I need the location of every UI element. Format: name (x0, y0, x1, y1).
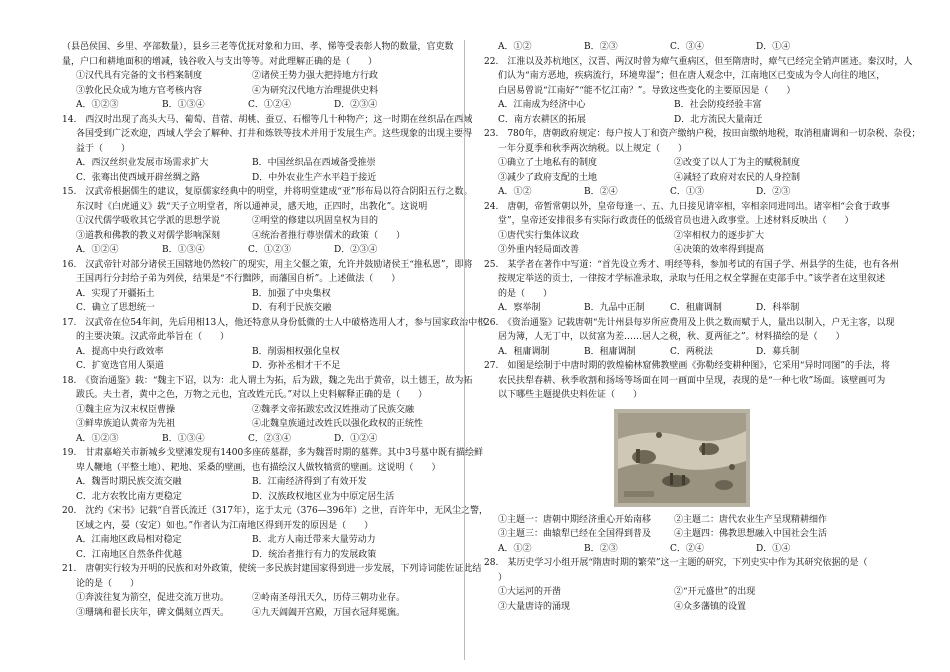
answer-choice: A．①② (498, 543, 532, 554)
question-line: 27. 如图是绘制于中唐时期的敦煌榆林窟佛教壁画《弥勒经变耕种图》，它采用“异时同图”的手法，将 (484, 361, 891, 371)
answer-choice: A．察举制 (498, 303, 541, 313)
question-line: 一年分夏季和秋季两次纳税。以上规定（ ） (498, 143, 688, 154)
option: ②诸侯王势力强大把持地方行政 (252, 71, 379, 81)
option: B．削弱相权强化皇权 (252, 346, 340, 357)
question-25 (484, 258, 899, 302)
answer-choice: D．②③ (756, 187, 791, 197)
left-column (62, 40, 488, 620)
question-line: 农民扶犁春耕、秋季收割和扬场等场面在同一画面中呈现，表现的是“一种七收”场面。该壁画可为 (498, 375, 886, 386)
answer-choice: C．③④ (670, 42, 704, 52)
question-line: 16. 汉武帝针对部分诸侯王国辖地仍然较广的现实，用主父偃之策，允许并鼓励诸侯王“推私恩”，即将 (62, 259, 473, 270)
option: ②魏孝文帝拓跋宏改汉姓推动了民族交融 (252, 404, 415, 415)
question-line: 区域之内，晏（安定）如也。”作者认为江南地区得到开发的原因是（ ） (76, 520, 374, 531)
answer-choice: D．①②④ (334, 433, 378, 444)
option: D．有利于民族交融 (252, 303, 332, 313)
option: ④统治者推行尊崇儒术的政策（ ） (252, 230, 406, 241)
right-column (484, 40, 921, 614)
answer-choice: D．募兵制 (756, 346, 800, 357)
question-21 (62, 562, 482, 591)
option: ③鲜卑族追认黄帝为先祖 (76, 419, 176, 429)
answer-choice: A．①②③ (76, 433, 119, 444)
answer-choice: B．租庸调制 (584, 346, 636, 357)
question-line: 21. 唐朝实行较为开明的民族和对外政策，使统一多民族封建国家得到进一步发展，下列诗词能佐证此结 (62, 564, 482, 574)
answer-choice: C．②③④ (248, 433, 291, 444)
question-18 (62, 374, 473, 403)
question-line: 22. 江淮以及苏杭地区，汉晋、两汉时曾为瘴气重病区，但至隋唐时，瘴气已经完全销声匿迹。秦汉时，人 (484, 56, 913, 67)
answer-choice: B．①③④ (162, 100, 205, 110)
option: C．张骞出使西域开辟丝绸之路 (76, 172, 200, 183)
option: ①确立了土地私有的制度 (498, 158, 598, 168)
question-line: 按规定举送的贡士，一律按才学标准录取，录取与任用之权全掌握在吏部手中。”该学者在这里叙述 (498, 274, 886, 284)
answer-choice: A．租庸调制 (498, 346, 550, 357)
option: ③减少了政府支配的土地 (498, 172, 598, 183)
answer-choice: D．科举制 (756, 303, 800, 313)
option: ④减轻了政府对农民的人身控制 (674, 172, 801, 183)
option: ④众多藩镇的设置 (674, 601, 747, 612)
option: ④为研究汉代地方治理提供史料 (252, 85, 379, 96)
question-line: 跋氏。夫土者，黄中之色，万物之元也，宜改姓元氏。”对以上史料解释正确的是（ ） (76, 390, 428, 400)
question-20 (62, 504, 488, 533)
option: D．汉族政权地区业为中原定居生活 (252, 491, 395, 502)
option: ③外重内轻局面改善 (498, 245, 580, 255)
answer-choice: D．①④ (756, 42, 791, 52)
answer-choice: A．①②④ (76, 245, 119, 255)
answer-choice: B．②③ (584, 543, 618, 554)
option: ④北魏皇族通过改姓氏以强化政权的正统性 (252, 419, 424, 429)
question-line: 以下哪些主题提供史料佐证（ ） (498, 390, 643, 400)
option: B．江南经济得到了有效开发 (252, 477, 367, 487)
question-24 (484, 200, 890, 229)
question-15 (62, 185, 473, 214)
question-line: 15. 汉武帝根据儒生的建议，复原儒家经典中的明堂，并将明堂建成“亚”形布局以符合阴阳五行之数。 (62, 187, 473, 197)
question-line: 25. 某学者在著作中写道：“首先设立秀才、明经等科，参加考试的有国子学、州县学的生徒，也有各州 (484, 259, 899, 270)
option: ③敦化民众成为地方官考核内容 (76, 85, 203, 96)
option: C．北方农牧比南方更稳定 (76, 491, 182, 502)
option: ②主题二：唐代农业生产呈现精耕细作 (674, 514, 828, 525)
question-line: 的主要决策。汉武帝此举旨在（ ） (76, 332, 230, 342)
option: C．南方农耕区的拓展 (498, 114, 586, 125)
option: ④决策的效率得到提高 (674, 245, 765, 255)
question-line: 23. 780年，唐朝政府规定：每户按人丁和资产缴纳户税，按田亩缴纳地税，取消租庸调和一切杂税、杂役； (484, 129, 921, 139)
option: D．统治者推行有力的发展政策 (252, 549, 377, 560)
option: A．西汉丝织业发展市场需求扩大 (76, 158, 209, 168)
option: ①奔波往复为箭空，促进交流万世功。 (76, 593, 230, 603)
answer-choice: A．①②③ (76, 100, 119, 110)
mural-image (614, 409, 750, 507)
question-line: 14. 西汉时出现了高头大马、葡萄、苜蓿、胡桃、蚕豆、石榴等几十种物产；这一时期在丝织品在西域 (62, 114, 473, 125)
question-line: 17. 汉武帝在位54年间，先后用相13人，他还特意从身份低微的士人中破格选用人才，参与国家政治中枢 (62, 317, 487, 328)
answer-choice: B．②④ (584, 187, 618, 197)
question-line: 益于（ ） (76, 143, 131, 154)
answer-choice: B．①③④ (162, 245, 205, 255)
question-line: 26. 《资治通鉴》记载唐朝“先计州县每岁所应费用及上供之数而赋于人，量出以制入，户无主客，以现 (484, 317, 895, 328)
question-17 (62, 316, 487, 345)
option: D．弥补丞相才干不足 (252, 361, 341, 371)
question-line: 东汉时《白虎通义》载“天子立明堂者，所以通神灵，感天地，正四时，出教化”。这说明 (76, 201, 428, 212)
answer-choice: C．租庸调制 (670, 303, 722, 313)
option: B．社会防疫经验丰富 (674, 100, 762, 110)
option: A．实现了开疆拓土 (76, 288, 155, 299)
option: ②改变了以人丁为主的赋税制度 (674, 158, 801, 168)
option: ①汉代具有完备的文书档案制度 (76, 71, 203, 81)
question-line: 19. 甘肃嘉峪关市新城乡戈壁滩发现有1400多座砖墓群，多为魏晋时期的墓葬。其中3号墓中既有描绘鲜 (62, 448, 483, 458)
question-line: 论的是（ ） (76, 578, 140, 589)
option: ③道教和佛教的教义对儒学影响深刻 (76, 230, 221, 241)
option: ①主题一：唐朝中期经济重心开始南移 (498, 514, 652, 525)
answer-choice: C．②④ (670, 543, 704, 554)
intro-line: 量，户口和耕地面积的增减，钱谷收入与支出等等。对此理解正确的是（ ） (62, 56, 378, 67)
option: C．江南地区自然条件优越 (76, 549, 182, 560)
option: B．北方人南迁带来大量劳动力 (252, 535, 376, 545)
option: C．确立了思想统一 (76, 303, 155, 313)
answer-choice: D．②③④ (334, 245, 378, 255)
column-divider (464, 40, 465, 660)
answer-choice: D．①④ (756, 543, 791, 554)
option: D．中外农业生产水平趋于接近 (252, 172, 377, 183)
question-27 (484, 359, 891, 403)
option: ①魏主应为汉末权臣曹操 (76, 404, 176, 415)
question-line: 18. 《资治通鉴》载：“魏主下诏，以为：北人谓土为拓，后为跋，魏之先出于黄帝，以土德王，故为拓 (62, 375, 473, 386)
question-14 (62, 113, 473, 157)
option: ①唐代实行集体议政 (498, 230, 580, 241)
option: B．中国丝织品在西域备受推崇 (252, 158, 376, 168)
question-line: 堂”，皇帝还安排很多有实际行政责任的低级官员也进入政事堂。上述材料反映出（ ） (498, 216, 854, 226)
question-line: 王国再行分封给子弟为列侯，结果是“不行黜陟，而藩国自析”。上述做法（ ） (76, 274, 401, 284)
question-28 (484, 556, 884, 585)
question-line: ） (498, 572, 508, 583)
option: ②宰相权力的逐步扩大 (674, 230, 765, 241)
answer-choice: A．①② (498, 187, 532, 197)
option: ②明堂的修建以巩固皇权为目的 (252, 216, 379, 226)
answer-choice: B．②③ (584, 42, 618, 52)
question-line: 的是（ ） (498, 288, 553, 299)
answer-choice: C．①②③ (248, 245, 291, 255)
mural-picture (614, 409, 750, 507)
option: D．北方流民大量南迁 (674, 114, 763, 125)
answer-choice: B．①③④ (162, 433, 205, 444)
option: ③大量唐诗的涌现 (498, 601, 571, 612)
question-22 (484, 55, 913, 99)
answer-choice: D．②③④ (334, 100, 378, 110)
option: ④九天阊阖开宫殿，万国衣冠拜冕旒。 (252, 607, 406, 618)
answer-choice: C．两税法 (670, 346, 713, 357)
question-26 (484, 316, 895, 345)
question-line: 24. 唐朝，帝暂常朝以外，皇帝每逢一、五、九日接见请宰相，宰相亲同进同出。诸宰相“会食于政事 (484, 201, 890, 212)
answer-choice: A．①② (498, 42, 532, 52)
option: C．扩宽选官用人渠道 (76, 361, 164, 371)
option: ③珊璃和翟长庆年，碑文偶刻立西天。 (76, 607, 230, 618)
option: ①汉代儒学吸收其它学派的思想学说 (76, 216, 221, 226)
question-line: 卑人鞭地（平整土地）、耙地、采桑的壁画，也有描绘汉人做牧犒赏的壁画。这说明（ ） (76, 462, 441, 473)
option: A．江南成为经济中心 (498, 100, 586, 110)
option: A．提高中央行政效率 (76, 346, 164, 357)
option: ②“开元盛世”的出现 (674, 587, 756, 597)
question-line: 20. 沈约《宋书》记载“自晋氏流迁（317年），迄于太元（376—396年）之世，百许年中，无风尘之警， (62, 506, 488, 516)
question-line: 28. 某历史学习小组开展“隋唐时期的繁荣”这一主题的研究，下列史实中作为其研究依据的是（ (484, 558, 868, 568)
question-line: 各国受到广泛欢迎，西域人学会了解种、打井和炼铁等技术并用于发展生产。这些现象的出现主要得 (76, 129, 473, 139)
option: B．加强了中央集权 (252, 288, 331, 299)
option: ①大运河的开凿 (498, 587, 562, 597)
answer-choice: C．①②④ (248, 100, 291, 110)
intro-line: （县邑侯国、乡里、亭部数量），县乡三老等优抚对象和力田、孝、悌等受表彰人物的数量，官吏数 (62, 42, 454, 52)
option: ③主题三：曲辕犁已经在全国得到普及 (498, 529, 652, 539)
option: ②岭南圣母汛天久，历侍三朝功业存。 (252, 593, 406, 603)
option: ④主题四：佛教思想融入中国社会生活 (674, 529, 828, 539)
answer-choice: B．九品中正制 (584, 303, 645, 313)
question-16 (62, 258, 473, 287)
question-19 (62, 446, 483, 475)
answer-choice: C．①③ (670, 187, 704, 197)
option: A．江南地区政局相对稳定 (76, 535, 182, 545)
question-line: 白居易曾说“江南好”“能不忆江南？”。导致这些变化的主要原因是（ ） (498, 85, 796, 96)
question-line: 居为簿，人无丁中，以贫富为差……居人之税，秋、夏两征之”。材料描绘的是（ ） (498, 332, 845, 342)
option: A．魏晋时期民族交流交融 (76, 477, 182, 487)
question-line: 们认为“南方恶地，疾病流行，环境卑湿”；但在唐人观念中，江南地区已变成为令人向往的地区， (498, 71, 886, 81)
question-23 (484, 127, 921, 156)
